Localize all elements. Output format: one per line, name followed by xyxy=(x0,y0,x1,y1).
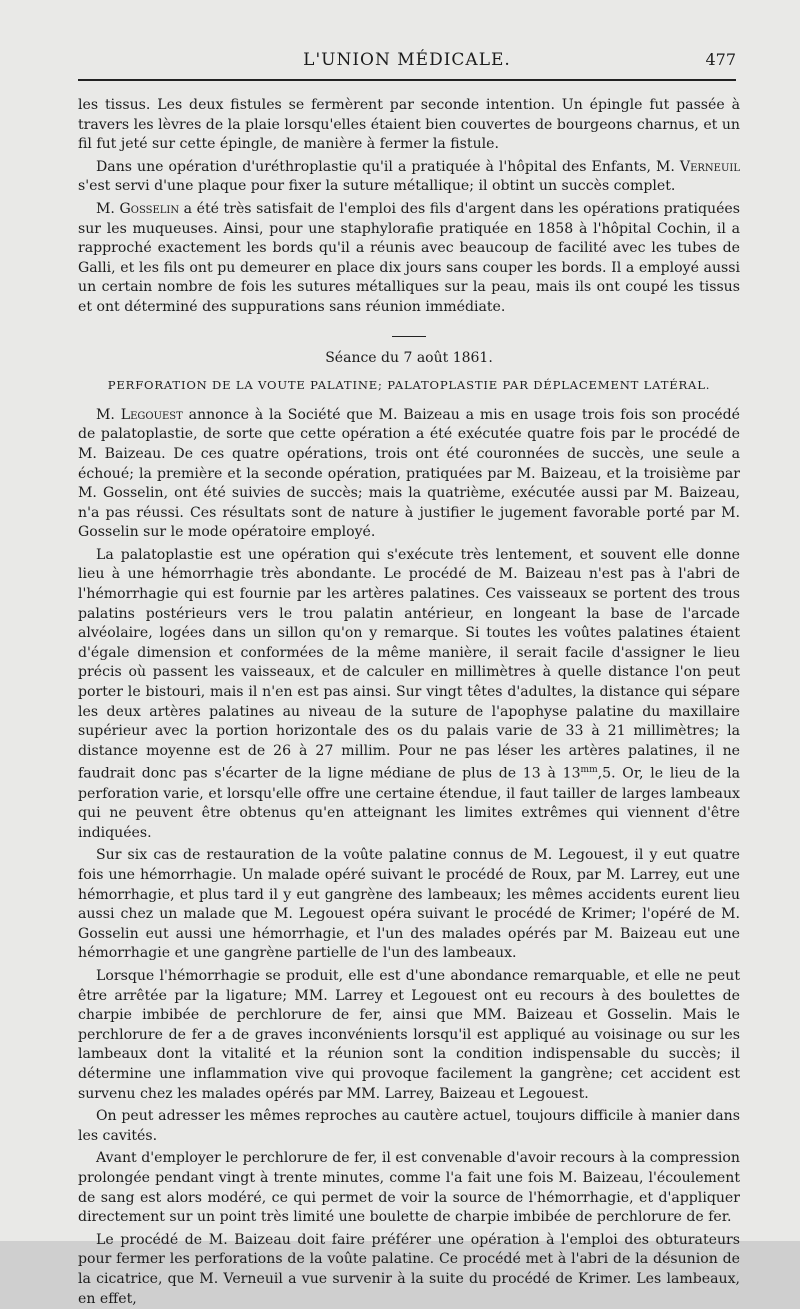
author-name: Gosselin xyxy=(119,200,180,217)
paragraph-text: a été très satisfait de l'emploi des fils d'argent dans les opérations pratiquées sur les muqueuses. Ainsi, pour une staphylorafie pratiquée en 1858 à l'hôpital Cochin, il a rapproché exactement les bords qu'il a réunis avec beaucoup de facilité avec les tubes de Galli, et les fils ont pu demeurer en place dix jours sans couper les bords. Il a employé aussi un certain nombre de fois les sutures métalliques sur la peau, mais ils ont coupé les tissus et ont déterminé des suppurations sans réunion immédiate. xyxy=(78,200,740,315)
article-body xyxy=(78,96,740,1309)
page-header xyxy=(78,50,736,72)
section-subheading: PERFORATION DE LA VOUTE PALATINE; PALATOPLASTIE PAR DÉPLACEMENT LATÉRAL. xyxy=(107,378,711,393)
paragraph: On peut adresser les mêmes reproches au cautère actuel, toujours difficile à manier dans les cavités. xyxy=(78,1108,740,1144)
paragraph-text: M. xyxy=(96,406,121,423)
paragraph-text: annonce à la Société que M. Baizeau a mis en usage trois fois son procédé de palatoplastie, de sorte que cette opération a été exécutée quatre fois par le procédé de M. Baizeau. De ces quatre opérations, trois ont été couronnées de succès, une seule a échoué; la première et la seconde opération, pratiquées par M. Baizeau, et la troisième par M. Gosselin, ont été suivies de succès; mais la quatrième, exécutée aussi par M. Baizeau, n'a pas réussi. Ces résultats sont de nature à justifier le jugement favorable porté par M. Gosselin sur le mode opératoire employé. xyxy=(78,406,740,541)
paragraph-text: M. xyxy=(96,200,120,217)
paragraph: Lorsque l'hémorrhagie se produit, elle est d'une abondance remarquable, et elle ne peut être arrêtée par la ligature; MM. Larrey et Legouest ont eu recours à des boulettes de charpie imbibée de perchlorure de fer, ainsi que MM. Baizeau et Gosselin. Mais le perchlorure de fer a de graves inconvénients lorsqu'il est appliqué au voisinage ou sur les lambeaux dont la vitalité et la réunion sont la condition indispensable du succès; il détermine une inflammation vive qui provoque facilement la gangrène; cet accident est survenu chez les malades opérés par MM. Larrey, Baizeau et Legouest. xyxy=(78,968,740,1102)
paragraph xyxy=(78,200,740,318)
author-name: Legouest xyxy=(120,406,183,423)
paragraph xyxy=(78,158,740,197)
paragraph-text: La palatoplastie est une opération qui s'exécute très lentement, et souvent elle donne lieu à une hémorrhagie très abondante. Le procédé de M. Baizeau n'est pas à l'abri de l'hémorrhagie qui est fournie par les artères palatines. Ces vaisseaux se portent des trous palatins postérieurs vers le trou palatin antérieur, en longeant la base de l'arcade alvéolaire, logées dans un sillon qu'on y remarque. Si toutes les voûtes palatines étaient d'égale dimension et conformées de la même manière, il serait facile d'assigner le lieu précis où passent les vaisseaux, et de calculer en millimètres à quelle distance l'on peut porter le bistouri, mais il n'en est pas ainsi. Sur vingt têtes d'adultes, la distance qui sépare les deux artères palatines au niveau de la suture de l'apophyse palatine du maxillaire supérieur avec la portion horizontale des os du palais varie de 33 à 21 millimètres; la distance moyenne est de 26 à 27 millim. Pour ne pas léser les artères palatines, il ne faudrait donc pas s'écarter de la ligne médiane de plus de 13 à 13 xyxy=(78,546,740,783)
running-title: L'UNION MÉDICALE. xyxy=(303,50,511,70)
paragraph: Sur six cas de restauration de la voûte palatine connus de M. Legouest, il y eut quatre fois une hémorrhagie. Un malade opéré suivant le procédé de Roux, par M. Larrey, eut une hémorrhagie, et plus tard il y eut gangrène des lambeaux; les mêmes accidents eurent lieu aussi chez un malade que M. Legouest opéra suivant le procédé de Krimer; l'opéré de M. Gosselin eut aussi une hémorrhagie, et l'un des malades opérés par M. Baizeau eut une hémorrhagie et une gangrène partielle de l'un des lambeaux. xyxy=(78,847,740,962)
paragraph-text: ,5. Or, le lieu de la perforation varie, et lorsqu'elle offre une certaine étendue, il faut tailler de larges lambeaux qui ne peuvent être obtenus qu'en atteignant les limites extrêmes qui viennent d'être indiquées. xyxy=(78,766,740,841)
paragraph: Avant d'employer le perchlorure de fer, il est convenable d'avoir recours à la compression prolongée pendant vingt à trente minutes, comme l'a fait une fois M. Baizeau, l'écoulement de sang est alors modéré, ce qui permet de voir la source de l'hémorrhagie, et d'appliquer directement sur un point très limité une boulette de charpie imbibée de perchlorure de fer. xyxy=(78,1150,740,1226)
section-divider xyxy=(392,336,426,337)
paragraph-text: s'est servi d'une plaque pour fixer la suture métallique; il obtint un succès complet. xyxy=(78,178,676,195)
paragraph: Le procédé de M. Baizeau doit faire préférer une opération à l'emploi des obturateurs pour fermer les perforations de la voûte palatine. Ce procédé met à l'abri de la désunion de la cicatrice, que M. Verneuil a vue survenir à la suite du procédé de Krimer. Les lambeaux, en effet, xyxy=(78,1231,740,1307)
session-heading: Séance du 7 août 1861. xyxy=(325,349,493,366)
paragraph: les tissus. Les deux fistules se fermèrent par seconde intention. Un épingle fut passée à travers les lèvres de la plaie lorsqu'elles étaient bien couvertes de bourgeons charnus, et un fil fut jeté sur cette épingle, de manière à fermer la fistule. xyxy=(78,97,740,153)
paragraph-text: Dans une opération d'uréthroplastie qu'il a pratiquée à l'hôpital des Enfants, M. xyxy=(96,158,680,175)
author-name: Verneuil xyxy=(679,158,740,175)
unit-superscript: mm xyxy=(580,765,598,776)
header-rule xyxy=(78,79,736,81)
paragraph xyxy=(78,546,740,844)
paragraph xyxy=(78,406,740,543)
page-number: 477 xyxy=(705,50,736,69)
